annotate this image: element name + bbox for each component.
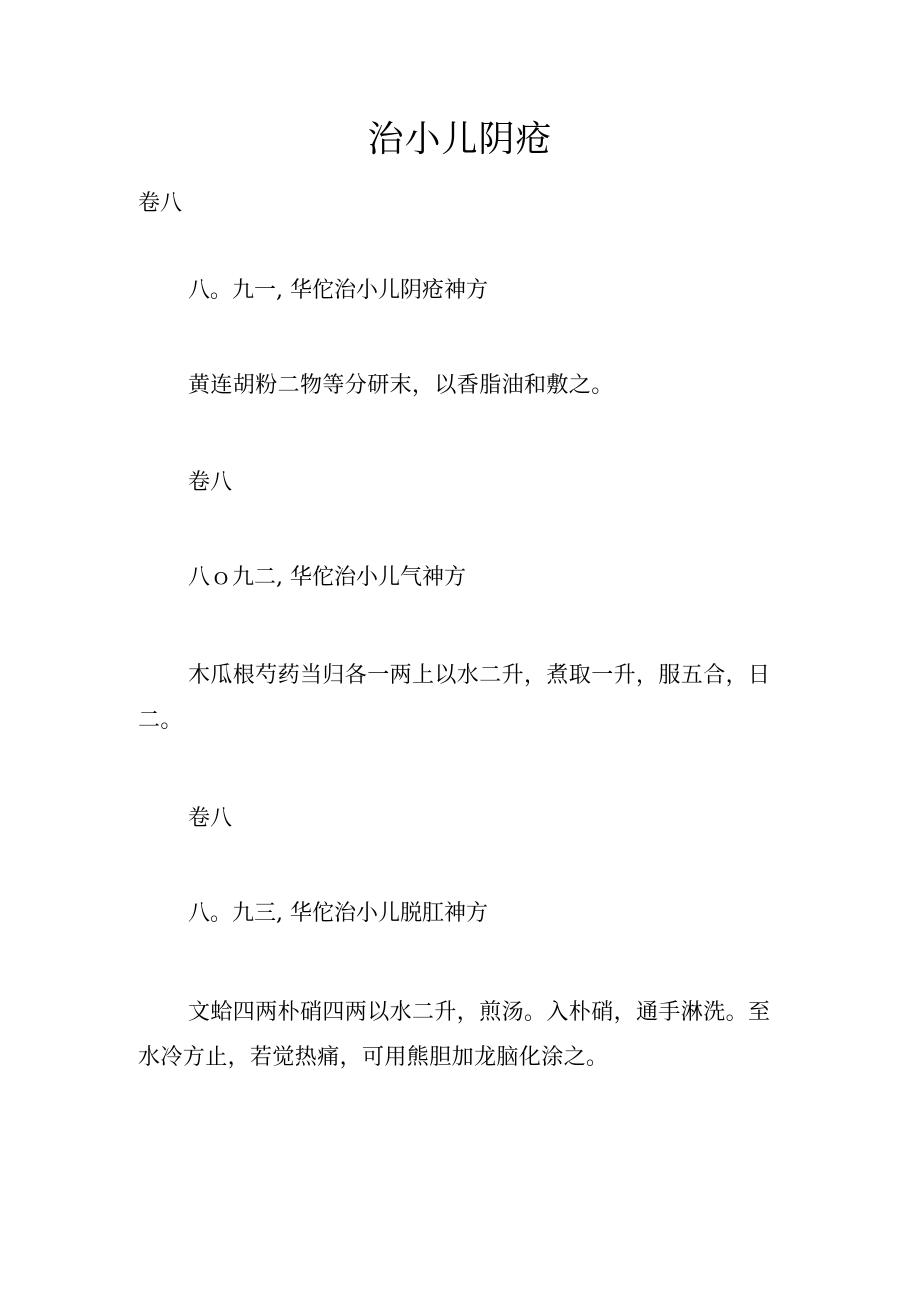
volume-heading: 卷八: [138, 191, 183, 216]
volume-label-3: 卷八: [188, 806, 233, 831]
entry-text-1: 黄连胡粉二物等分研末，以香脂油和敷之。: [188, 373, 614, 398]
entry-text-2: 木瓜根芍药当归各一两上以水二升，煮取一升，服五合，日二。: [138, 663, 771, 733]
entry-title-3: 八。九三, 华佗治小儿脱肛神方: [188, 901, 488, 926]
entry-text-3: 文蛤四两朴硝四两以水二升，煎汤。入朴硝，通手淋洗。至水冷方止，若觉热痛，可用熊胆加龙脑化涂之。: [138, 1000, 771, 1070]
volume-label-2: 卷八: [188, 470, 233, 495]
entry-title-2: 八ｏ九二, 华佗治小儿气神方: [188, 565, 466, 590]
entry-title-1: 八。九一, 华佗治小儿阴疮神方: [188, 278, 488, 303]
document-title: 治小儿阴疮: [367, 119, 553, 160]
